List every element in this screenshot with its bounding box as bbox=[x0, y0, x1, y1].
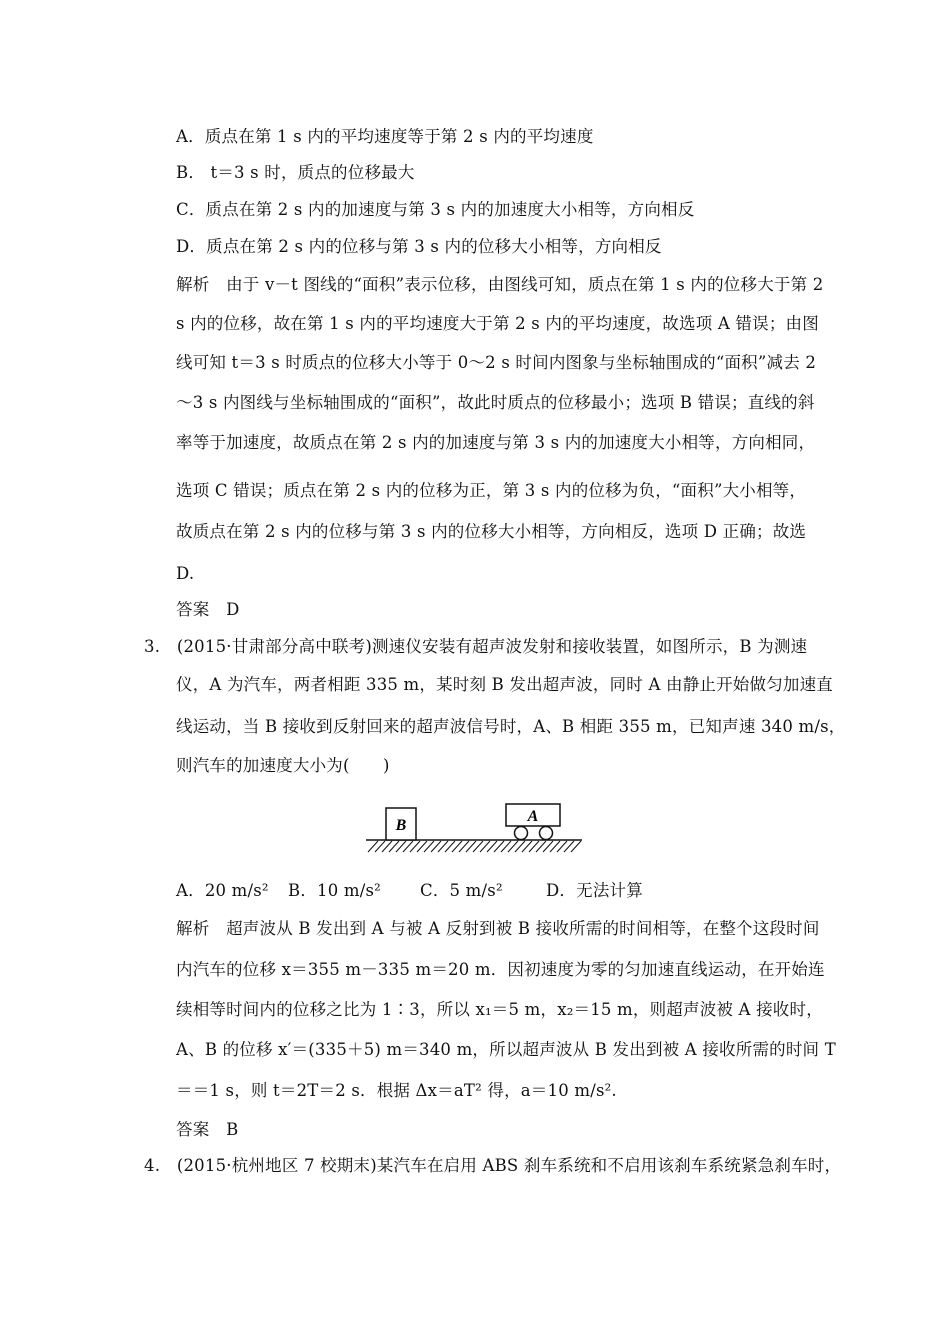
q3-stem-line: 则汽车的加速度大小为( ) bbox=[176, 756, 390, 775]
q2-analysis-line: ～3 s 内图线与坐标轴围成的“面积”，故此时质点的位移最小；选项 B 错误；直线的斜 bbox=[176, 393, 815, 412]
q2-analysis-line: D. bbox=[176, 564, 195, 583]
q2-analysis-line: 故质点在第 2 s 内的位移与第 3 s 内的位移大小相等，方向相反，选项 D 正确；故选 bbox=[176, 522, 807, 541]
q3-stem-line: 仪，A 为汽车，两者相距 335 m，某时刻 B 发出超声波，同时 A 由静止开始做匀加速直 bbox=[176, 675, 834, 694]
q3-option-c: C．5 m/s² bbox=[420, 881, 503, 900]
q3-analysis-line: 内汽车的位移 x＝355 m－335 m＝20 m．因初速度为零的匀加速直线运动，在开始连 bbox=[176, 960, 825, 979]
q3-answer: 答案 B bbox=[176, 1120, 239, 1139]
q2-analysis-line: s 内的位移，故在第 1 s 内的平均速度大于第 2 s 内的平均速度，故选项 A 错误；由图 bbox=[176, 314, 819, 333]
q2-option-c: C．质点在第 2 s 内的加速度与第 3 s 内的加速度大小相等，方向相反 bbox=[176, 200, 695, 219]
car-wheel-left bbox=[515, 827, 528, 840]
q3-stem-line: 线运动，当 B 接收到反射回来的超声波信号时，A、B 相距 355 m，已知声速 340 m/s， bbox=[176, 717, 846, 736]
q3-stem-line: 3. (2015·甘肃部分高中联考)测速仪安装有超声波发射和接收装置，如图所示，B 为测速 bbox=[144, 637, 808, 656]
q4-stem-line: 4. (2015·杭州地区 7 校期末)某汽车在启用 ABS 刹车系统和不启用该刹车系统紧急刹车时， bbox=[144, 1156, 842, 1175]
q2-analysis-line: 解析 由于 v－t 图线的“面积”表示位移，由图线可知，质点在第 1 s 内的位移大于第 2 bbox=[176, 275, 824, 294]
q3-figure bbox=[364, 800, 586, 856]
q2-answer: 答案 D bbox=[176, 600, 240, 619]
q3-analysis-line: A、B 的位移 x′＝(335＋5) m＝340 m，所以超声波从 B 发出到被 A 接收所需的时间 T bbox=[176, 1040, 836, 1059]
q3-analysis-line: 解析 超声波从 B 发出到 A 与被 A 反射到被 B 接收所需的时间相等，在整个这段时间 bbox=[176, 919, 820, 938]
q3-analysis-line: ＝＝1 s，则 t＝2T＝2 s．根据 Δx＝aT² 得，a＝10 m/s². bbox=[176, 1081, 617, 1100]
q2-analysis-line: 线可知 t＝3 s 时质点的位移大小等于 0～2 s 时间内图象与坐标轴围成的“面积”减去 2 bbox=[176, 353, 817, 372]
q3-option-a: A．20 m/s² bbox=[176, 881, 269, 900]
q2-option-a: A．质点在第 1 s 内的平均速度等于第 2 s 内的平均速度 bbox=[176, 127, 594, 146]
q2-option-d: D．质点在第 2 s 内的位移与第 3 s 内的位移大小相等，方向相反 bbox=[176, 237, 662, 256]
q2-analysis-line: 率等于加速度，故质点在第 2 s 内的加速度与第 3 s 内的加速度大小相等，方向相同， bbox=[176, 433, 816, 452]
q2-analysis-line: 选项 C 错误；质点在第 2 s 内的位移为正，第 3 s 内的位移为负，“面积”大小相等， bbox=[176, 481, 807, 500]
box-b-label: B bbox=[395, 817, 407, 834]
car-wheel-right bbox=[540, 827, 553, 840]
q3-option-d: D．无法计算 bbox=[546, 881, 643, 900]
car-a-label: A bbox=[527, 808, 539, 825]
q3-analysis-line: 续相等时间内的位移之比为 1∶3，所以 x₁＝5 m，x₂＝15 m，则超声波被 A 接收时， bbox=[176, 1000, 823, 1019]
q3-option-b: B．10 m/s² bbox=[288, 881, 381, 900]
ground-hatching bbox=[368, 841, 581, 852]
q2-option-b: B． t＝3 s 时，质点的位移最大 bbox=[176, 163, 415, 182]
